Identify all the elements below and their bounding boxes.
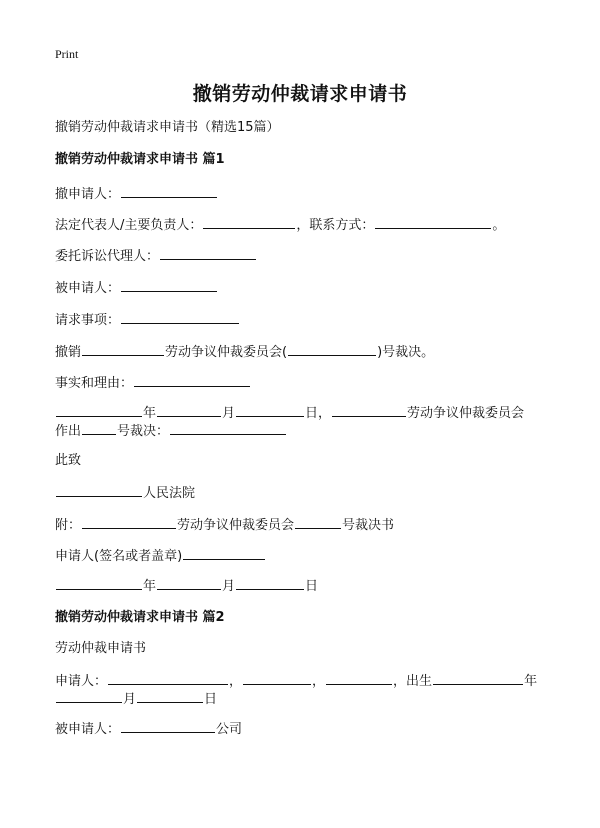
award-no-blank[interactable]: [82, 421, 116, 435]
section2-born-label: ，出生: [393, 674, 433, 689]
made-label: 作出: [55, 424, 82, 439]
court-label: 人民法院: [143, 486, 196, 501]
section2-year-label: 年: [524, 674, 538, 689]
section2-day-blank[interactable]: [137, 689, 203, 703]
section1-heading: 撤销劳动仲裁请求申请书 篇1: [55, 152, 225, 167]
attach-committee-blank[interactable]: [82, 515, 176, 529]
section2-date-line: [55, 689, 217, 709]
section2-respondent-blank[interactable]: [121, 719, 215, 733]
claims-blank[interactable]: [121, 310, 239, 324]
committee-label: 劳动争议仲裁委员会: [407, 406, 525, 421]
attach-prefix: 附：: [55, 518, 82, 533]
section2-heading: 撤销劳动仲裁请求申请书 篇2: [55, 610, 225, 625]
to-line: 此致: [55, 453, 82, 468]
award-blank[interactable]: [170, 421, 286, 435]
section2-comma-2: ，: [312, 674, 326, 689]
contact-blank[interactable]: [375, 215, 491, 229]
revoke-prefix: 撤销: [55, 345, 82, 360]
section2-applicant-line: [55, 671, 537, 691]
legal-rep-blank[interactable]: [203, 215, 295, 229]
section2-month-blank[interactable]: [56, 689, 122, 703]
facts-label: 事实和理由：: [55, 376, 134, 391]
section2-day-label: 日: [204, 692, 218, 707]
final-day-label: 日: [305, 579, 319, 594]
revoke-suffix: )号裁决。: [377, 345, 435, 360]
final-day-blank[interactable]: [236, 576, 304, 590]
day-blank[interactable]: [236, 403, 304, 417]
revoke-blank[interactable]: [82, 342, 164, 356]
page-title: 撤销劳动仲裁请求申请书: [192, 83, 408, 105]
agent-label: 委托诉讼代理人：: [55, 249, 160, 264]
final-year-label: 年: [143, 579, 157, 594]
signature-blank[interactable]: [183, 546, 265, 560]
section2-company-label: 公司: [216, 722, 243, 737]
award-line: [55, 421, 287, 441]
applicant-label: 撤申请人：: [55, 187, 121, 202]
contact-label: ，联系方式：: [296, 218, 375, 233]
final-date-line: [55, 576, 318, 596]
revoke-number-blank[interactable]: [288, 342, 376, 356]
court-blank[interactable]: [56, 483, 142, 497]
attach-number-blank[interactable]: [295, 515, 341, 529]
final-month-blank[interactable]: [157, 576, 221, 590]
section2-respondent-label: 被申请人：: [55, 722, 121, 737]
section2-applicant-blank[interactable]: [108, 671, 228, 685]
court-line: [55, 483, 195, 503]
facts-line: [55, 373, 251, 393]
facts-blank[interactable]: [134, 373, 250, 387]
final-month-label: 月: [222, 579, 236, 594]
section2-month-label: 月: [123, 692, 137, 707]
section2-applicant-label: 申请人：: [55, 674, 108, 689]
revoke-mid: 劳动争议仲裁委员会(: [165, 345, 288, 360]
month-label: 月: [222, 406, 236, 421]
period: 。: [492, 218, 506, 233]
signature-line: [55, 546, 266, 566]
claims-label: 请求事项：: [55, 313, 121, 328]
award-no-label: 号裁决：: [117, 424, 170, 439]
section2-doc-title: 劳动仲裁申请书: [55, 641, 147, 656]
day-label: 日，: [305, 406, 332, 421]
attach-mid: 劳动争议仲裁委员会: [177, 518, 295, 533]
print-label: Print: [55, 47, 79, 61]
legal-rep-label: 法定代表人/主要负责人：: [55, 218, 203, 233]
applicant-blank[interactable]: [121, 184, 217, 198]
claims-line: [55, 310, 240, 330]
section2-gender-blank[interactable]: [243, 671, 311, 685]
agent-blank[interactable]: [160, 246, 256, 260]
respondent-label: 被申请人：: [55, 281, 121, 296]
section2-comma-1: ，: [229, 674, 243, 689]
year-blank[interactable]: [56, 403, 142, 417]
applicant-line: [55, 184, 218, 204]
committee-blank[interactable]: [332, 403, 406, 417]
attach-suffix: 号裁决书: [342, 518, 395, 533]
section2-ethnic-blank[interactable]: [326, 671, 392, 685]
section2-born-year-blank[interactable]: [433, 671, 523, 685]
month-blank[interactable]: [157, 403, 221, 417]
legal-rep-line: [55, 215, 505, 235]
signature-label: 申请人(签名或者盖章): [55, 549, 183, 564]
year-label: 年: [143, 406, 157, 421]
date-committee-line: [55, 403, 524, 423]
respondent-line: [55, 278, 218, 298]
revoke-line: [55, 342, 434, 362]
respondent-blank[interactable]: [121, 278, 217, 292]
final-year-blank[interactable]: [56, 576, 142, 590]
agent-line: [55, 246, 257, 266]
subtitle: 撤销劳动仲裁请求申请书（精选15篇）: [55, 120, 280, 135]
section2-respondent-line: [55, 719, 242, 739]
attachment-line: [55, 515, 394, 535]
